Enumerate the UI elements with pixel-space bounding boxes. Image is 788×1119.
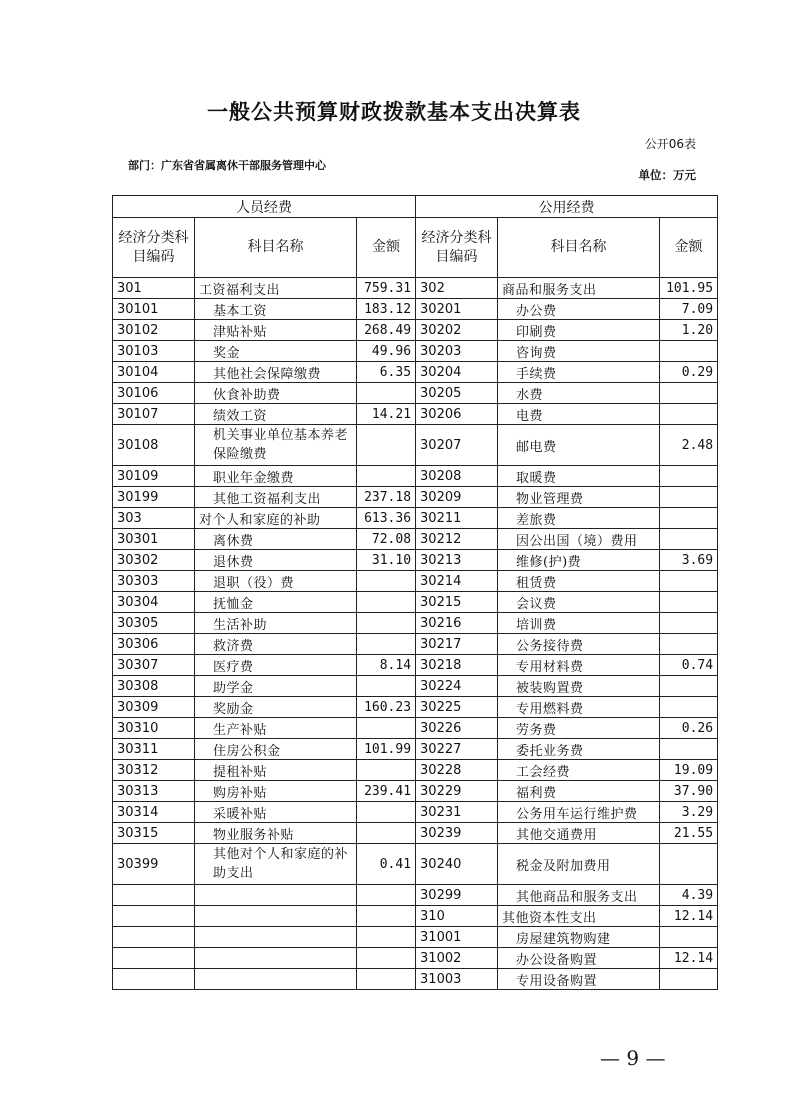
right-name-cell: 房屋建筑物购建 [498,927,660,948]
left-code-cell: 30313 [113,781,195,802]
left-code-cell: 30315 [113,823,195,844]
left-amount-cell [357,383,416,404]
left-code-cell [113,948,195,969]
left-code-cell: 301 [113,278,195,299]
right-name-cell: 水费 [498,383,660,404]
right-code-cell: 30214 [416,571,498,592]
left-amount-cell: 759.31 [357,278,416,299]
table-row [113,529,718,550]
right-name-cell: 劳务费 [498,718,660,739]
right-name-cell: 咨询费 [498,341,660,362]
table-body [113,278,718,990]
left-name-cell [195,927,357,948]
left-code-cell: 30304 [113,592,195,613]
right-name-cell: 其他资本性支出 [498,906,660,927]
right-name-cell: 福利费 [498,781,660,802]
left-code-cell: 30312 [113,760,195,781]
left-amount-cell [357,634,416,655]
table-row [113,404,718,425]
left-amount-cell [357,823,416,844]
right-amount-cell [660,613,718,634]
right-amount-cell [660,927,718,948]
table-row [113,341,718,362]
department-label: 部门：广东省省属离休干部服务管理中心 [128,159,326,172]
left-amount-cell: 160.23 [357,697,416,718]
left-name-cell: 奖金 [195,341,357,362]
left-amount-cell: 14.21 [357,404,416,425]
table-row [113,718,718,739]
right-amount-cell [660,571,718,592]
left-name-cell: 职业年金缴费 [195,466,357,487]
left-code-cell: 30306 [113,634,195,655]
table-row [113,655,718,676]
left-code-cell: 303 [113,508,195,529]
right-name-cell: 因公出国（境）费用 [498,529,660,550]
left-amount-cell [357,969,416,990]
table-row [113,697,718,718]
right-code-header: 经济分类科目编码 [416,218,498,278]
right-code-cell: 30211 [416,508,498,529]
left-name-cell: 其他社会保障缴费 [195,362,357,383]
left-amount-cell: 237.18 [357,487,416,508]
page-title: 一般公共预算财政拨款基本支出决算表 [207,100,581,124]
left-code-cell [113,969,195,990]
left-name-cell: 购房补贴 [195,781,357,802]
table-row [113,906,718,927]
right-code-cell: 30203 [416,341,498,362]
right-code-cell: 30206 [416,404,498,425]
table-row [113,885,718,906]
right-amount-cell: 4.39 [660,885,718,906]
right-code-cell: 30212 [416,529,498,550]
table-row [113,278,718,299]
page-number: — 9 — [600,1046,666,1070]
left-code-cell: 30314 [113,802,195,823]
left-code-cell: 30305 [113,613,195,634]
left-name-cell: 机关事业单位基本养老保险缴费 [195,425,357,466]
right-amount-cell: 12.14 [660,906,718,927]
left-code-cell: 30303 [113,571,195,592]
personnel-header: 人员经费 [113,196,416,218]
left-code-cell: 30107 [113,404,195,425]
right-code-cell: 30216 [416,613,498,634]
table-row [113,823,718,844]
table-row [113,592,718,613]
right-code-cell: 302 [416,278,498,299]
right-amount-cell [660,529,718,550]
table-row [113,634,718,655]
table-row [113,676,718,697]
left-amount-cell: 183.12 [357,299,416,320]
right-name-cell: 公务用车运行维护费 [498,802,660,823]
table-row [113,760,718,781]
left-amount-cell: 101.99 [357,739,416,760]
right-amount-cell [660,404,718,425]
left-code-cell [113,927,195,948]
right-code-cell: 30239 [416,823,498,844]
right-amount-cell: 0.26 [660,718,718,739]
right-code-cell: 31001 [416,927,498,948]
right-name-cell: 办公费 [498,299,660,320]
right-code-cell: 30207 [416,425,498,466]
left-name-cell: 退职（役）费 [195,571,357,592]
right-amount-cell [660,466,718,487]
right-code-cell: 30208 [416,466,498,487]
table-row [113,844,718,885]
right-name-cell: 委托业务费 [498,739,660,760]
table-row [113,969,718,990]
right-code-cell: 31002 [416,948,498,969]
right-amount-cell: 3.29 [660,802,718,823]
left-amount-cell: 268.49 [357,320,416,341]
right-code-cell: 30204 [416,362,498,383]
left-name-cell: 医疗费 [195,655,357,676]
right-amount-cell [660,487,718,508]
table-row [113,508,718,529]
right-amount-cell [660,341,718,362]
table-row [113,948,718,969]
right-amount-cell [660,634,718,655]
left-code-cell: 30109 [113,466,195,487]
left-amount-cell [357,613,416,634]
right-amount-cell [660,697,718,718]
table-row [113,320,718,341]
left-amount-cell [357,425,416,466]
left-code-cell: 30311 [113,739,195,760]
right-code-cell: 30218 [416,655,498,676]
left-code-cell: 30106 [113,383,195,404]
right-amount-cell: 101.95 [660,278,718,299]
right-name-cell: 商品和服务支出 [498,278,660,299]
right-name-cell: 印刷费 [498,320,660,341]
right-name-cell: 其他商品和服务支出 [498,885,660,906]
right-code-cell: 30299 [416,885,498,906]
right-code-cell: 310 [416,906,498,927]
left-amount-cell: 613.36 [357,508,416,529]
right-name-cell: 租赁费 [498,571,660,592]
left-name-cell: 采暖补贴 [195,802,357,823]
left-code-cell: 30309 [113,697,195,718]
left-code-cell: 30301 [113,529,195,550]
right-name-cell: 培训费 [498,613,660,634]
left-code-cell: 30102 [113,320,195,341]
table-row [113,739,718,760]
left-code-cell: 30310 [113,718,195,739]
right-code-cell: 30231 [416,802,498,823]
right-name-cell: 取暖费 [498,466,660,487]
left-amount-cell: 72.08 [357,529,416,550]
left-amount-cell [357,571,416,592]
right-amount-cell [660,592,718,613]
right-code-cell: 30224 [416,676,498,697]
right-amount-cell: 21.55 [660,823,718,844]
right-code-cell: 30201 [416,299,498,320]
left-amount-header: 金额 [357,218,416,278]
right-code-cell: 30228 [416,760,498,781]
left-amount-cell: 49.96 [357,341,416,362]
right-code-cell: 30227 [416,739,498,760]
left-name-cell: 物业服务补贴 [195,823,357,844]
right-amount-cell [660,676,718,697]
table-row [113,550,718,571]
left-name-cell: 伙食补助费 [195,383,357,404]
left-name-cell: 津贴补贴 [195,320,357,341]
right-amount-header: 金额 [660,218,718,278]
left-amount-cell: 0.41 [357,844,416,885]
right-code-cell: 31003 [416,969,498,990]
table-row [113,781,718,802]
left-name-cell: 基本工资 [195,299,357,320]
left-name-cell [195,906,357,927]
left-amount-cell [357,760,416,781]
right-code-cell: 30226 [416,718,498,739]
right-name-cell: 邮电费 [498,425,660,466]
right-amount-cell: 0.74 [660,655,718,676]
right-amount-cell [660,383,718,404]
right-amount-cell: 0.29 [660,362,718,383]
right-name-cell: 办公设备购置 [498,948,660,969]
right-name-cell: 手续费 [498,362,660,383]
left-amount-cell [357,592,416,613]
left-name-cell: 抚恤金 [195,592,357,613]
left-name-cell: 助学金 [195,676,357,697]
left-code-header: 经济分类科目编码 [113,218,195,278]
expenditure-table [112,195,718,990]
left-amount-cell: 31.10 [357,550,416,571]
left-amount-cell: 8.14 [357,655,416,676]
left-name-header: 科目名称 [195,218,357,278]
left-code-cell: 30399 [113,844,195,885]
table-row [113,802,718,823]
left-name-cell: 奖励金 [195,697,357,718]
right-name-cell: 公务接待费 [498,634,660,655]
left-name-cell: 其他工资福利支出 [195,487,357,508]
right-code-cell: 30217 [416,634,498,655]
unit-label: 单位：万元 [638,168,696,182]
table-row [113,383,718,404]
right-amount-cell [660,508,718,529]
right-code-cell: 30205 [416,383,498,404]
table-row [113,362,718,383]
left-code-cell: 30101 [113,299,195,320]
table-row [113,613,718,634]
right-name-header: 科目名称 [498,218,660,278]
right-name-cell: 被装购置费 [498,676,660,697]
right-code-cell: 30202 [416,320,498,341]
public-header: 公用经费 [416,196,718,218]
right-name-cell: 专用设备购置 [498,969,660,990]
left-code-cell: 30104 [113,362,195,383]
left-name-cell: 对个人和家庭的补助 [195,508,357,529]
right-code-cell: 30209 [416,487,498,508]
right-code-cell: 30225 [416,697,498,718]
right-amount-cell: 12.14 [660,948,718,969]
form-number: 公开06表 [644,137,696,151]
right-name-cell: 差旅费 [498,508,660,529]
right-code-cell: 30240 [416,844,498,885]
left-amount-cell: 6.35 [357,362,416,383]
left-code-cell: 30307 [113,655,195,676]
left-code-cell [113,885,195,906]
left-name-cell: 绩效工资 [195,404,357,425]
right-name-cell: 物业管理费 [498,487,660,508]
table-row [113,299,718,320]
right-amount-cell [660,739,718,760]
left-name-cell: 生活补助 [195,613,357,634]
left-amount-cell [357,466,416,487]
table-row [113,927,718,948]
left-name-cell [195,885,357,906]
left-amount-cell [357,927,416,948]
left-name-cell [195,969,357,990]
table-row [113,571,718,592]
left-amount-cell [357,906,416,927]
right-code-cell: 30215 [416,592,498,613]
right-amount-cell: 1.20 [660,320,718,341]
left-name-cell: 其他对个人和家庭的补助支出 [195,844,357,885]
left-code-cell: 30108 [113,425,195,466]
left-code-cell [113,906,195,927]
right-code-cell: 30229 [416,781,498,802]
table-row [113,425,718,466]
left-name-cell [195,948,357,969]
left-name-cell: 离休费 [195,529,357,550]
right-amount-cell: 7.09 [660,299,718,320]
left-amount-cell [357,802,416,823]
left-name-cell: 退休费 [195,550,357,571]
right-amount-cell: 19.09 [660,760,718,781]
right-name-cell: 维修(护)费 [498,550,660,571]
left-code-cell: 30199 [113,487,195,508]
right-name-cell: 专用燃料费 [498,697,660,718]
right-amount-cell: 2.48 [660,425,718,466]
left-name-cell: 工资福利支出 [195,278,357,299]
right-amount-cell [660,844,718,885]
right-amount-cell: 37.90 [660,781,718,802]
left-code-cell: 30103 [113,341,195,362]
left-amount-cell [357,676,416,697]
left-name-cell: 提租补贴 [195,760,357,781]
left-code-cell: 30308 [113,676,195,697]
right-name-cell: 工会经费 [498,760,660,781]
left-name-cell: 生产补贴 [195,718,357,739]
right-name-cell: 其他交通费用 [498,823,660,844]
table-row [113,487,718,508]
left-amount-cell [357,718,416,739]
right-amount-cell [660,969,718,990]
left-name-cell: 住房公积金 [195,739,357,760]
right-name-cell: 电费 [498,404,660,425]
left-amount-cell: 239.41 [357,781,416,802]
left-code-cell: 30302 [113,550,195,571]
left-amount-cell [357,948,416,969]
left-name-cell: 救济费 [195,634,357,655]
right-name-cell: 税金及附加费用 [498,844,660,885]
right-name-cell: 会议费 [498,592,660,613]
right-amount-cell: 3.69 [660,550,718,571]
right-code-cell: 30213 [416,550,498,571]
left-amount-cell [357,885,416,906]
table-row [113,466,718,487]
right-name-cell: 专用材料费 [498,655,660,676]
